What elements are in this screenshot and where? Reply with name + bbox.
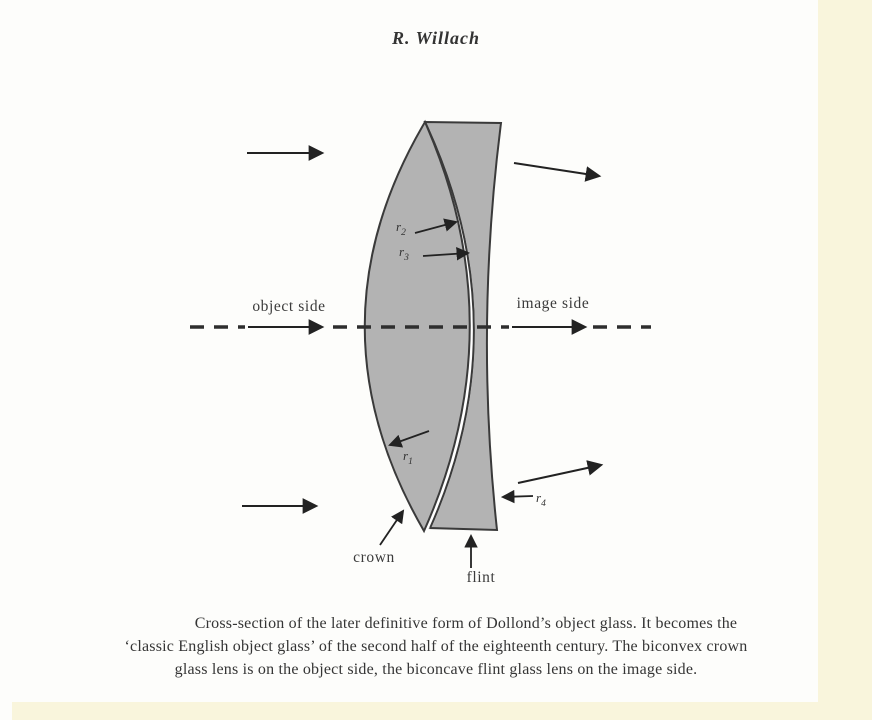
caption-line-1: Cross-section of the later definitive form of Dollond’s object glass. It becomes the (194, 615, 738, 632)
crown-label: crown (353, 549, 395, 566)
flint-label: flint (466, 569, 496, 586)
r3-sub: 3 (404, 253, 409, 263)
r1-sub: 1 (408, 457, 413, 467)
r3-base: r (399, 244, 405, 259)
r4-label (536, 490, 546, 509)
figure-caption (31, 612, 841, 681)
ray-arrow-bottom-right (518, 465, 601, 483)
crown-leader-arrow (380, 511, 403, 545)
object-side-label: object side (252, 298, 326, 315)
caption-line-3: glass lens is on the object side, the biconcave flint glass lens on the image side. (174, 661, 698, 678)
r4-leader-arrow (503, 496, 533, 497)
caption-line-2: ‘classic English object glass’ of the second half of the eighteenth century. The biconvex crown (124, 638, 748, 655)
image-side-label: image side (516, 295, 590, 312)
r2-sub: 2 (401, 228, 406, 238)
page-header-author: R. Willach (391, 28, 481, 48)
ray-arrow-top-right (514, 163, 599, 176)
r2-base: r (396, 219, 402, 234)
r1-base: r (403, 448, 409, 463)
r4-sub: 4 (541, 499, 546, 509)
r4-base: r (536, 490, 542, 505)
